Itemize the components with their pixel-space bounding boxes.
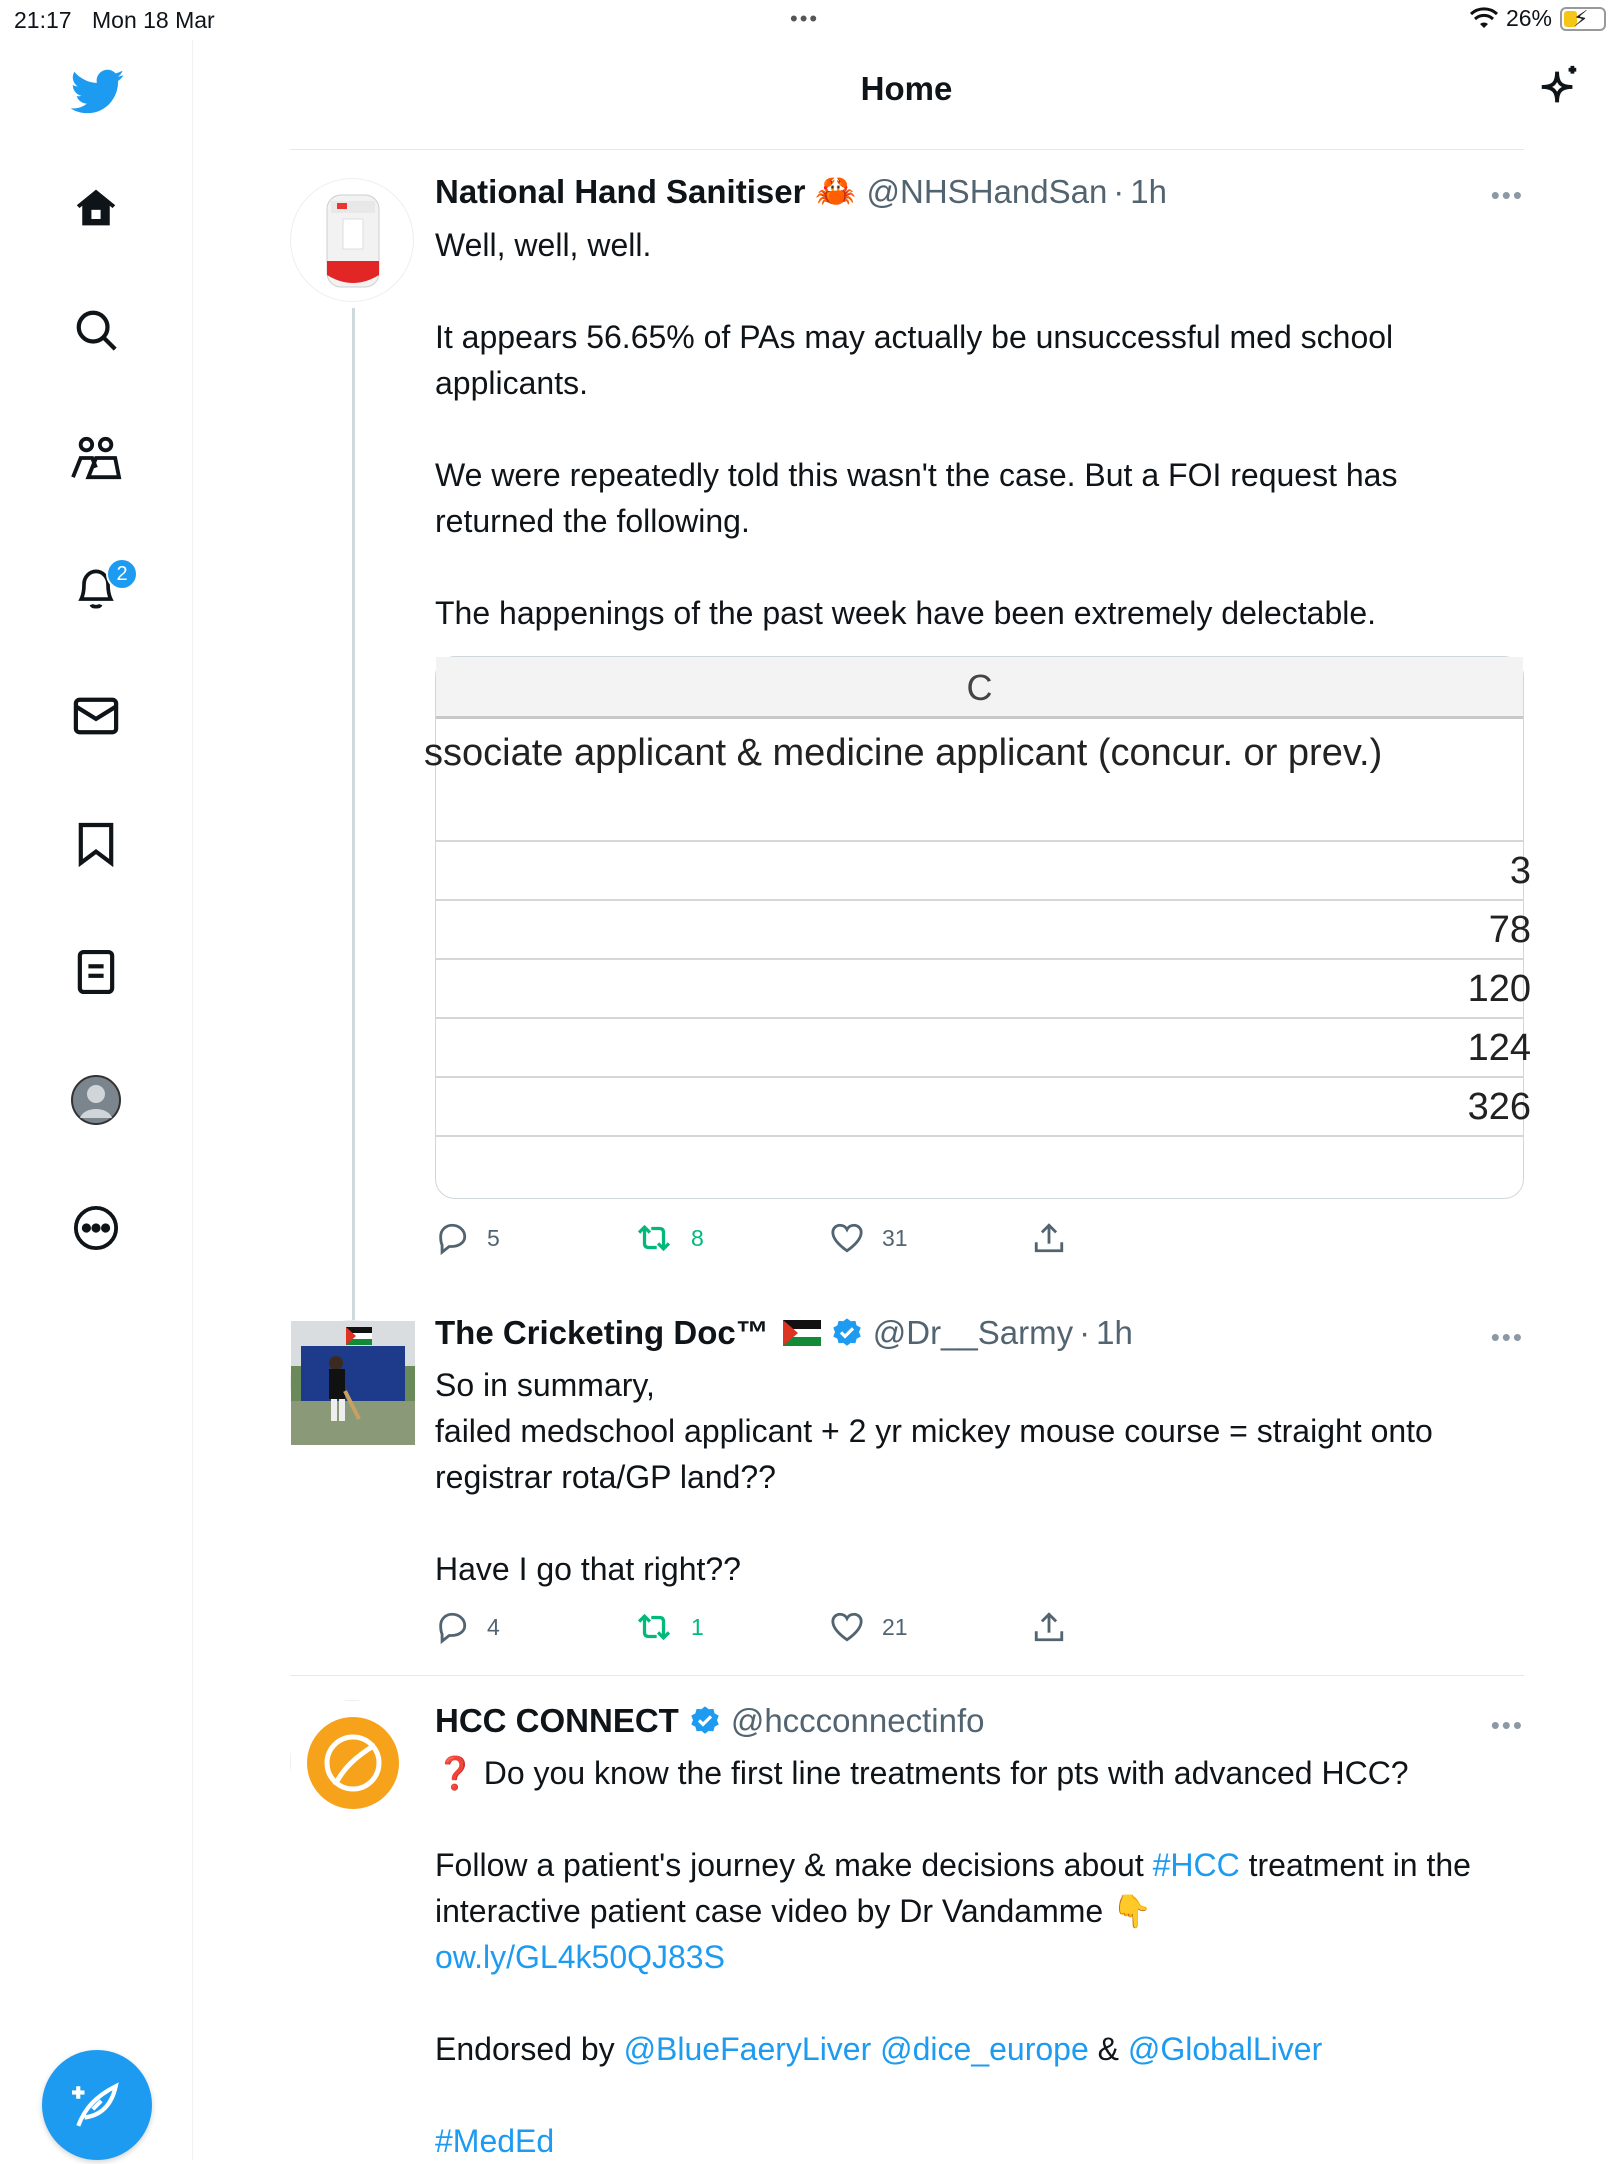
tweet-more-icon[interactable]: ••• [1490,180,1524,210]
tweet-header [435,172,1167,211]
more-options-icon[interactable] [66,1198,126,1258]
tweet-nhshandsan[interactable] [290,150,1531,1320]
table-row [436,1019,1531,1078]
tweet-paragraph: So in summary, [435,1367,655,1403]
notification-badge: 2 [106,558,138,590]
tweet-text-segment: Endorsed by [435,2031,624,2067]
status-date: Mon 18 Mar [92,7,215,33]
thread-line [352,308,355,1330]
notifications-icon[interactable] [66,558,126,618]
tweet-divider [290,1675,1524,1676]
table-cell: 120 [1467,968,1531,1010]
communities-icon[interactable] [66,428,126,488]
like-button[interactable] [830,1221,908,1255]
tweet-text [435,1362,1524,1592]
home-icon[interactable] [66,178,126,238]
tweet-actions [435,1221,1335,1261]
author-name[interactable]: National Hand Sanitiser [435,172,806,210]
retweet-icon [635,1610,673,1644]
verified-badge-icon [689,1705,721,1737]
tweet-header [435,1702,984,1740]
tweet-time[interactable]: 1h [1130,172,1168,210]
compose-feather-icon [72,2080,122,2130]
palestine-flag-icon [783,1320,821,1346]
profile-avatar-icon[interactable] [66,1070,126,1130]
lists-icon[interactable] [66,942,126,1002]
sparkle-icon[interactable] [1536,64,1582,115]
tweet-text [435,222,1524,636]
tweet-more-icon[interactable]: ••• [1490,1710,1524,1740]
author-handle[interactable]: @hccconnectinfo [730,1702,985,1739]
tweet-paragraph: failed medschool applicant + 2 yr mickey mouse course = straight onto registrar rota/GP land?? [435,1413,1433,1495]
retweet-count: 1 [691,1613,704,1640]
wifi-icon [1470,8,1498,30]
mention-link[interactable]: @dice_europe [880,2031,1089,2067]
tweet-media-table[interactable] [424,656,1531,1199]
table-cell: 326 [1467,1086,1531,1128]
tweet-actions [435,1610,1335,1650]
battery-icon: ⚡ [1560,7,1606,31]
tweet-hccconnect[interactable] [290,1700,1524,2160]
compose-tweet-button[interactable] [42,2050,152,2160]
spreadsheet-column-header: ssociate applicant & medicine applicant (concur. or prev.) [424,732,1383,774]
tweet-header [435,1314,1133,1352]
status-right [1470,5,1606,32]
separator-dot: · [1079,1314,1091,1351]
author-handle[interactable]: @NHSHandSan [866,172,1108,210]
share-icon [1032,1610,1066,1644]
reply-button[interactable] [435,1221,500,1255]
status-bar [0,0,1620,40]
avatar[interactable] [290,1320,414,1444]
messages-icon[interactable] [66,686,126,746]
table-row [436,1137,1523,1196]
reply-count: 4 [487,1613,500,1640]
like-count: 21 [882,1613,908,1640]
page-title: Home [860,70,953,107]
avatar[interactable] [290,1700,414,1824]
retweet-count: 8 [691,1224,704,1251]
share-button[interactable] [1032,1610,1066,1644]
hashtag-link[interactable]: #MedEd [435,2123,555,2159]
tweet-more-icon[interactable]: ••• [1490,1322,1524,1352]
tweet-text [435,1750,1524,2164]
table-row [436,783,1523,842]
spreadsheet-column-letter: C [436,657,1523,719]
tweet-paragraph: We were repeatedly told this wasn't the case. But a FOI request has returned the following. [435,457,1398,539]
table-cell: 3 [1509,850,1531,892]
retweet-button[interactable] [635,1221,704,1255]
reply-icon [435,1221,469,1255]
verified-badge-icon [831,1317,863,1349]
reply-button[interactable] [435,1610,500,1644]
author-handle[interactable]: @Dr__Sarmy [872,1314,1074,1351]
table-row [436,1078,1531,1137]
share-button[interactable] [1032,1221,1066,1255]
status-time: 21:17 [14,7,72,33]
heart-icon [830,1610,864,1644]
mention-link[interactable]: @GlobalLiver [1127,2031,1323,2067]
crab-emoji: 🦀 [815,172,857,209]
battery-percent: 26% [1505,5,1552,31]
author-name[interactable]: HCC CONNECT [435,1702,679,1739]
separator-dot: · [1113,172,1125,210]
mention-link[interactable]: @BlueFaeryLiver [623,2031,872,2067]
tweet-text-segment: treatment in the interactive patient case video by Dr Vandamme 👇 [435,1847,1471,1929]
retweet-button[interactable] [635,1610,704,1644]
table-row [436,960,1531,1019]
like-button[interactable] [830,1610,908,1644]
tweet-paragraph: Well, well, well. [435,227,652,263]
tweet-time[interactable]: 1h [1096,1314,1133,1351]
avatar[interactable] [290,178,414,302]
like-count: 31 [882,1224,908,1251]
question-mark-icon: ❓ [435,1755,475,1791]
tweet-dr-sarmy[interactable] [290,1314,1524,1680]
tweet-text-segment: Follow a patient's journey & make decisions about [435,1847,1153,1883]
author-name[interactable]: The Cricketing Doc™ [435,1314,769,1351]
tweet-paragraph: Do you know the first line treatments for pts with advanced HCC? [483,1755,1409,1791]
retweet-icon [635,1221,673,1255]
reply-icon [435,1610,469,1644]
table-cell: 124 [1467,1027,1531,1069]
sidebar [0,40,193,2160]
search-icon[interactable] [66,300,126,360]
multitasking-dots-icon[interactable]: ••• [790,6,820,31]
share-icon [1032,1221,1066,1255]
table-row [436,842,1531,901]
url-link[interactable]: ow.ly/GL4k50QJ83S [435,1939,725,1975]
tweet-paragraph: It appears 56.65% of PAs may actually be unsuccessful med school applicants. [435,319,1394,401]
tweet-paragraph: Have I go that right?? [435,1551,741,1587]
hashtag-link[interactable]: #HCC [1152,1847,1240,1883]
tweet-text-segment: & [1088,2031,1128,2067]
table-row [436,901,1531,960]
heart-icon [830,1221,864,1255]
table-cell: 78 [1488,909,1531,951]
bookmarks-icon[interactable] [66,814,126,874]
tweet-paragraph: The happenings of the past week have been extremely delectable. [435,595,1377,631]
reply-count: 5 [487,1224,500,1251]
twitter-logo-icon[interactable] [68,62,128,122]
